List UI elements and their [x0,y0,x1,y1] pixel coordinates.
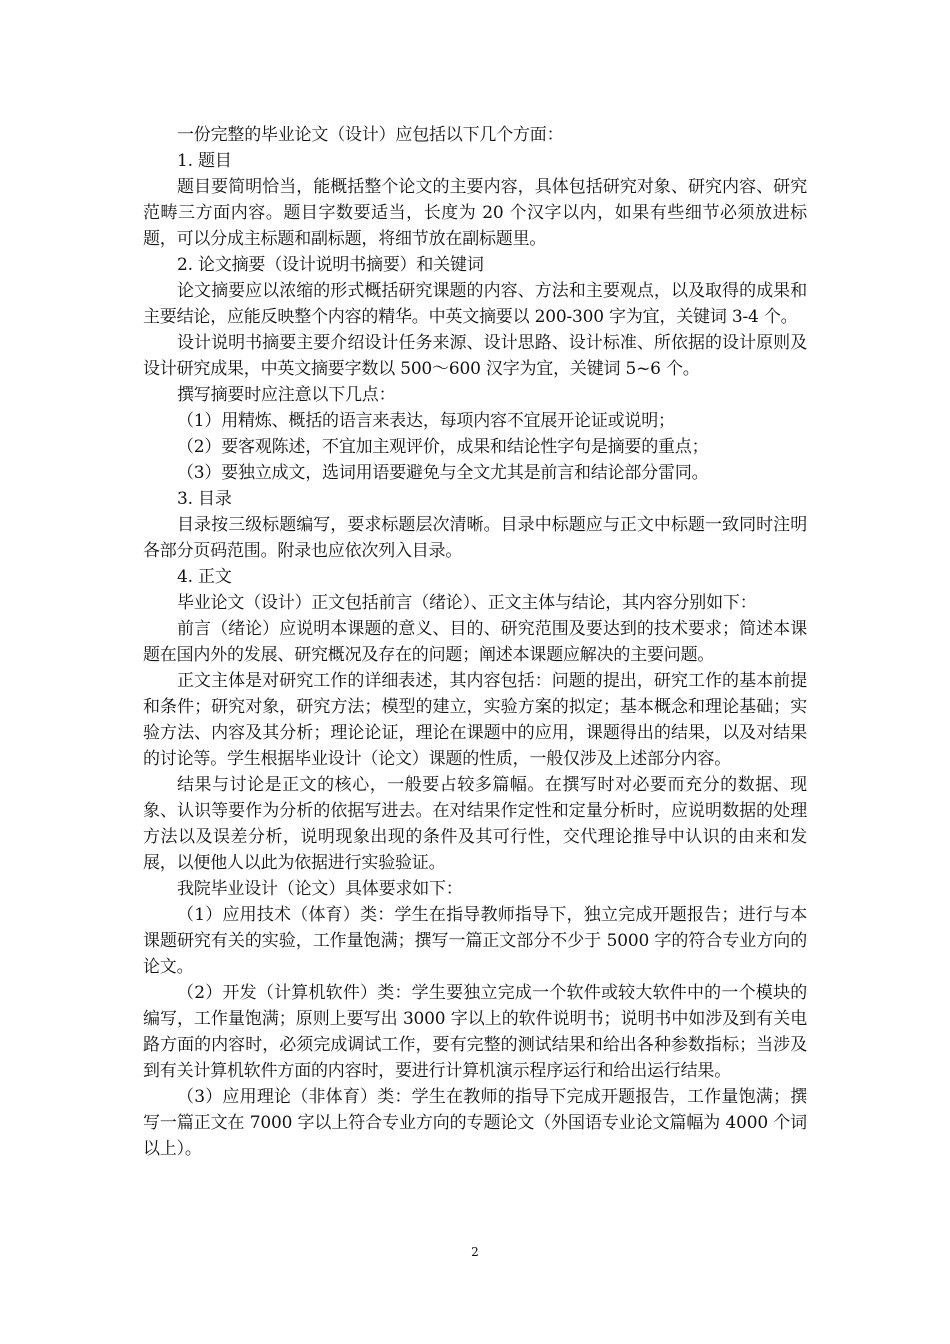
requirements-intro: 我院毕业设计（论文）具体要求如下： [177,879,463,899]
main-body-paragraph: 正文主体是对研究工作的详细表述，其内容包括：问题的提出，研究工作的基本前提和条件；研究对象，研究方法；模型的建立，实验方案的拟定；基本概念和理论基础；实验方法、内容及其分析；理论论证，理论在课题中的应用，课题得出的结果，以及对结果的讨论等。学生根据毕业设计（论文）课题的性质，一般仅涉及上述部分内容。 [143,671,807,769]
requirement-item: （2）开发（计算机软件）类：学生要独立完成一个软件或较大软件中的一个模块的编写，工作量饱满；原则上要写出 3000 字以上的软件说明书；说明书中如涉及到有关电路方面的内容时，必须完成调试工作，要有完整的测试结果和给出各种参数指标；当涉及到有关计算机软件方面的内容时，要进行计算机演示程序运行和给出运行结果。 [143,983,807,1081]
abstract-note-item: （2）要客观陈述，不宜加主观评价，成果和结论性字句是摘要的重点； [177,437,709,457]
heading-title-section: 1. 题目 [177,151,232,171]
requirement-item: （1）应用技术（体育）类：学生在指导教师指导下，独立完成开题报告；进行与本课题研究有关的实验，工作量饱满；撰写一篇正文部分不少于 5000 字的符合专业方向的论文。 [143,905,807,977]
page-number: 2 [471,1245,479,1259]
heading-body-section: 4. 正文 [177,567,232,587]
requirement-item: （3）应用理论（非体育）类：学生在教师的指导下完成开题报告，工作量饱满；撰写一篇正文在 7000 字以上符合专业方向的专题论文（外国语专业论文篇幅为 4000 个词以上）。 [143,1087,807,1159]
body-intro-paragraph: 毕业论文（设计）正文包括前言（绪论）、正文主体与结论，其内容分别如下： [177,593,757,613]
abstract-notes-intro: 撰写摘要时应注意以下几点： [177,385,396,405]
abstract-note-item: （3）要独立成文，选词用语要避免与全文尤其是前言和结论部分雷同。 [177,463,709,483]
document-body [143,122,807,1162]
results-paragraph: 结果与讨论是正文的核心，一般要占较多篇幅。在撰写时对必要而充分的数据、现象、认识等要作为分析的依据写进去。在对结果作定性和定量分析时，应说明数据的处理方法以及误差分析，说明现象出现的条件及其可行性，交代理论推导中认识的由来和发展，以便他人以此为依据进行实验验证。 [143,775,807,873]
intro-paragraph: 一份完整的毕业论文（设计）应包括以下几个方面： [177,125,564,145]
heading-toc-section: 3. 目录 [177,489,232,509]
preface-paragraph: 前言（绪论）应说明本课题的意义、目的、研究范围及要达到的技术要求；简述本课题在国内外的发展、研究概况及存在的问题；阐述本课题应解决的主要问题。 [143,619,807,665]
abstract-paragraph: 论文摘要应以浓缩的形式概括研究课题的内容、方法和主要观点，以及取得的成果和主要结论，应能反映整个内容的精华。中英文摘要以 200-300 字为宜，关键词 3-4 个。 [143,281,807,327]
toc-paragraph: 目录按三级标题编写，要求标题层次清晰。目录中标题应与正文中标题一致同时注明各部分页码范围。附录也应依次列入目录。 [143,515,807,561]
design-abstract-paragraph: 设计说明书摘要主要介绍设计任务来源、设计思路、设计标准、所依据的设计原则及设计研究成果，中英文摘要字数以 500～600 汉字为宜，关键词 5~6 个。 [143,333,807,379]
heading-abstract-section: 2. 论文摘要（设计说明书摘要）和关键词 [177,255,484,275]
title-section-paragraph: 题目要简明恰当，能概括整个论文的主要内容，具体包括研究对象、研究内容、研究范畴三方面内容。题目字数要适当，长度为 20 个汉字以内，如果有些细节必须放进标题，可以分成主标题和副标题，将细节放在副标题里。 [143,177,807,249]
abstract-note-item: （1）用精炼、概括的语言来表达，每项内容不宜展开论证或说明； [177,411,675,431]
